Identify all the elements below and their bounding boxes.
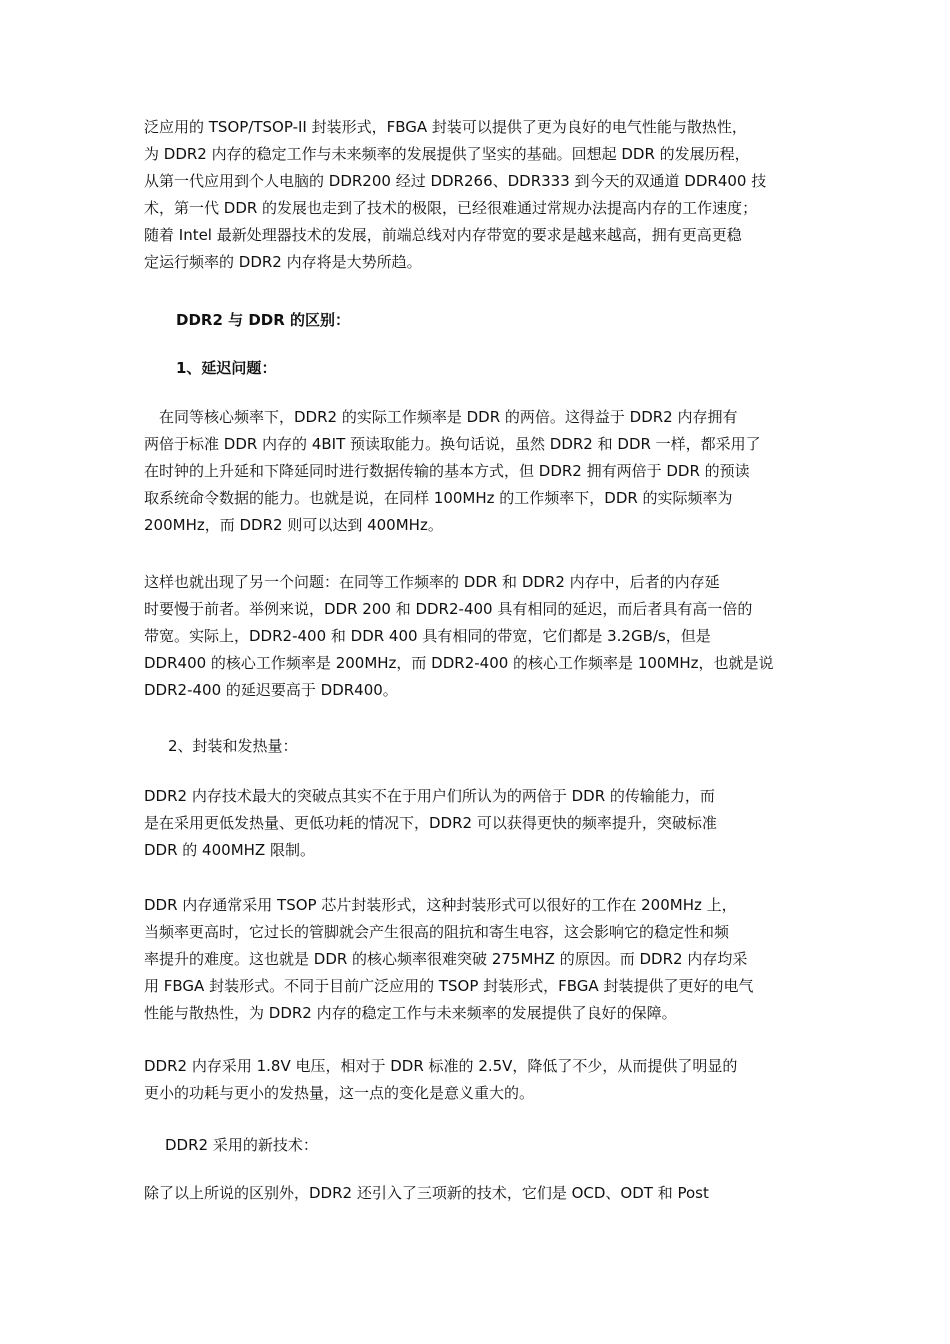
text-line: 随着 Intel 最新处理器技术的发展，前端总线对内存带宽的要求是越来越高，拥有更高更稳 [144,226,742,244]
text-line: 除了以上所说的区别外，DDR2 还引入了三项新的技术，它们是 OCD、ODT 和 Post [144,1184,709,1202]
section-heading-new-tech: DDR2 采用的新技术： [165,1136,318,1154]
text-line: 这样也就出现了另一个问题：在同等工作频率的 DDR 和 DDR2 内存中，后者的内存延 [144,573,720,591]
text-line: 在同等核心频率下，DDR2 的实际工作频率是 DDR 的两倍。这得益于 DDR2 内存拥有 [144,408,738,426]
text-line: DDR2 内存技术最大的突破点其实不在于用户们所认为的两倍于 DDR 的传输能力，而 [144,787,715,805]
text-line: 200MHz，而 DDR2 则可以达到 400MHz。 [144,516,443,534]
text-line: 取系统命令数据的能力。也就是说，在同样 100MHz 的工作频率下，DDR 的实际频率为 [144,489,733,507]
package-paragraph-1 [144,783,834,864]
voltage-paragraph [144,1053,834,1107]
text-line: DDR2-400 的延迟要高于 DDR400。 [144,681,398,699]
text-line: 性能与散热性，为 DDR2 内存的稳定工作与未来频率的发展提供了良好的保障。 [144,1004,677,1022]
text-line: 两倍于标准 DDR 内存的 4BIT 预读取能力。换句话说，虽然 DDR2 和 DDR 一样，都采用了 [144,435,761,453]
text-line: DDR 内存通常采用 TSOP 芯片封装形式，这种封装形式可以很好的工作在 200MHz 上， [144,896,737,914]
new-tech-paragraph [144,1180,834,1207]
delay-paragraph-2 [144,569,834,704]
text-line: 泛应用的 TSOP/TSOP-II 封装形式，FBGA 封装可以提供了更为良好的电气性能与散热性， [144,118,747,136]
text-line: 带宽。实际上，DDR2-400 和 DDR 400 具有相同的带宽，它们都是 3.2GB/s，但是 [144,627,711,645]
text-line: 时要慢于前者。举例来说，DDR 200 和 DDR2-400 具有相同的延迟，而后者具有高一倍的 [144,600,753,618]
text-line: 率提升的难度。这也就是 DDR 的核心频率很难突破 275MHZ 的原因。而 DDR2 内存均采 [144,950,748,968]
text-line: 是在采用更低发热量、更低功耗的情况下，DDR2 可以获得更快的频率提升，突破标准 [144,814,717,832]
subsection-heading-package: 2、封装和发热量： [168,737,298,755]
text-line: DDR400 的核心工作频率是 200MHz，而 DDR2-400 的核心工作频率是 100MHz，也就是说 [144,654,774,672]
text-line: 定运行频率的 DDR2 内存将是大势所趋。 [144,253,422,271]
section-heading-differences: DDR2 与 DDR 的区别： [176,311,351,329]
text-line: DDR 的 400MHZ 限制。 [144,841,315,859]
package-paragraph-2 [144,892,834,1027]
text-line: 从第一代应用到个人电脑的 DDR200 经过 DDR266、DDR333 到今天的双通道 DDR400 技 [144,172,767,190]
text-line: 用 FBGA 封装形式。不同于目前广泛应用的 TSOP 封装形式，FBGA 封装提供了更好的电气 [144,977,754,995]
intro-paragraph [144,114,834,276]
subsection-heading-delay: 1、延迟问题： [176,359,277,377]
delay-paragraph-1 [144,404,834,539]
text-line: 为 DDR2 内存的稳定工作与未来频率的发展提供了坚实的基础。回想起 DDR 的发展历程， [144,145,750,163]
text-line: 在时钟的上升延和下降延同时进行数据传输的基本方式，但 DDR2 拥有两倍于 DDR 的预读 [144,462,750,480]
text-line: 更小的功耗与更小的发热量，这一点的变化是意义重大的。 [144,1084,535,1102]
text-line: 当频率更高时，它过长的管脚就会产生很高的阻抗和寄生电容，这会影响它的稳定性和频 [144,923,730,941]
text-line: DDR2 内存采用 1.8V 电压，相对于 DDR 标准的 2.5V，降低了不少，从而提供了明显的 [144,1057,738,1075]
text-line: 术，第一代 DDR 的发展也走到了技术的极限，已经很难通过常规办法提高内存的工作速度； [144,199,758,217]
